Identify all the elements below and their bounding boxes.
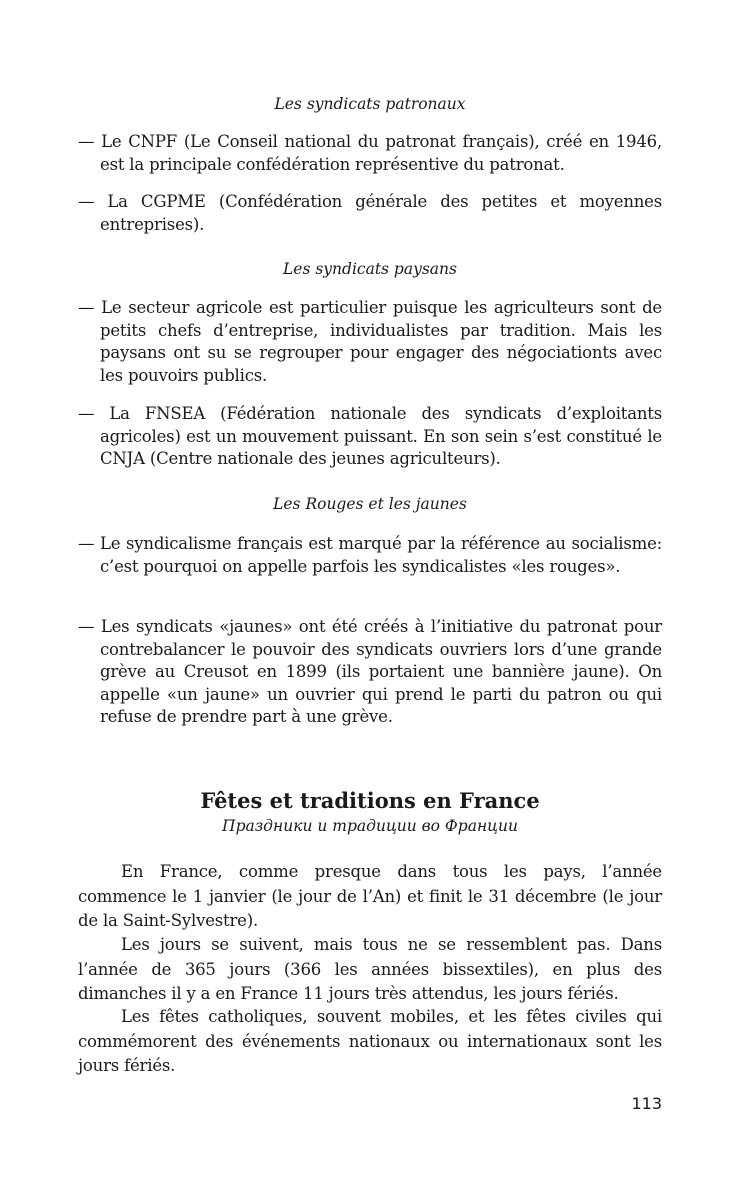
section-heading-employer-unions: Les syndicats patronaux [274,95,466,113]
list-item-fnsea: — La FNSEA (Fédération nationale des syndicats d’exploitants agricoles) est un mouvement puissant. En son sein s’est constitué le CNJA (Centre nationale des jeunes agriculteurs). [78,404,662,469]
list-item-cnpf: — Le CNPF (Le Conseil national du patronat français), créé en 1946, est la principale confédération représentive du patronat. [78,132,662,174]
list-item-socialism: — Le syndicalisme français est marqué par la référence au socialisme: c’est pourquoi on appelle parfois les syndicalistes «les rouges». [78,534,662,576]
paragraph-holidays: Les jours se suivent, mais tous ne se ressemblent pas. Dans l’année de 365 jours (366 les années bissextiles), en plus des dimanches il y a en France 11 jours très attendus, les jours fériés. [78,935,662,1004]
paragraph-catholic-civil: Les fêtes catholiques, souvent mobiles, et les fêtes civiles qui commémorent des événements nationaux ou internationaux sont les jours fériés. [78,1007,662,1076]
paragraph-new-year: En France, comme presque dans tous les pays, l’année commence le 1 janvier (le jour de l’An) et finit le 31 décembre (le jour de la Saint-Sylvestre). [78,862,662,931]
page-number: 113 [631,1094,662,1113]
section-heading-farmer-unions: Les syndicats paysans [282,260,457,278]
list-item-cgpme: — La CGPME (Confédération générale des petites et moyennes entreprises). [78,192,662,234]
chapter-subtitle: Праздники и традиции во Франции [222,817,518,835]
section-heading-reds-and-yellows: Les Rouges et les jaunes [273,495,467,513]
chapter-title: Fêtes et traditions en France [200,788,540,813]
list-item-yellow-unions: — Les syndicats «jaunes» ont été créés à l’initiative du patronat pour contrebalancer le pouvoir des syndicats ouvriers lors d’une grande grève au Creusot en 1899 (ils portaient une bannière jaune). On appelle «un jaune» un ouvrier qui prend le parti du patron ou qui refuse de prendre part à une grève. [78,617,662,727]
list-item-agricultural-sector: — Le secteur agricole est particulier puisque les agriculteurs sont de petits chefs d’entreprise, individualistes par tradition. Mais les paysans ont su se regrouper pour engager des négociationts avec les pouvoirs publics. [78,298,662,385]
